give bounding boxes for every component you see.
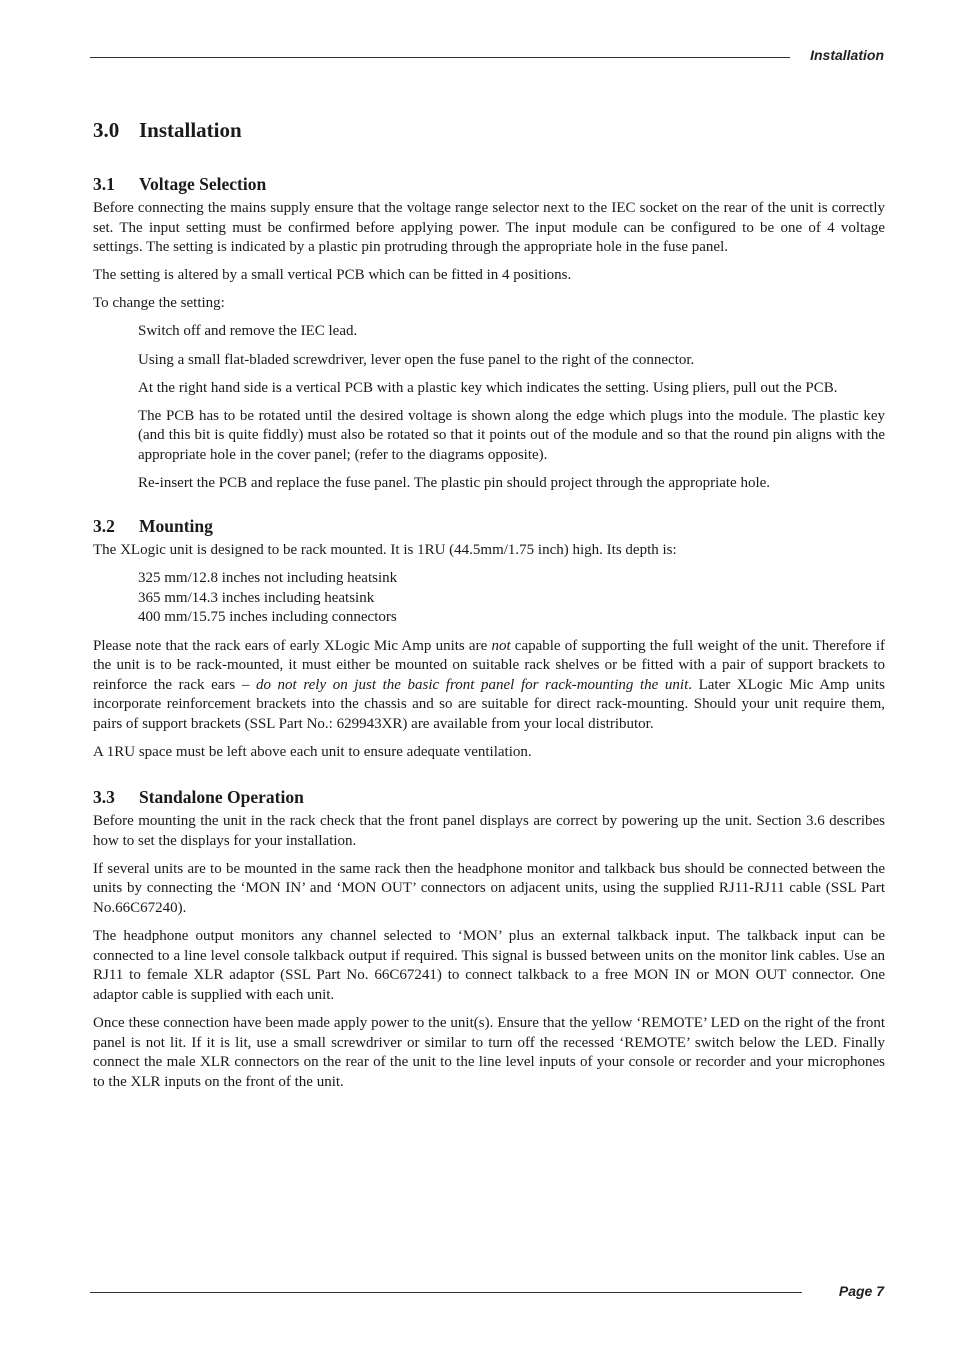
section-heading xyxy=(93,515,885,537)
section-number: 3.3 xyxy=(93,787,115,808)
dimension-item: 400 mm/15.75 inches including connectors xyxy=(138,609,397,626)
section-heading-text: Standalone Operation xyxy=(139,787,304,808)
text-run: . Later XLogic Mic Amp units incorporate reinforcement brackets into the chassis and so are suitable for direct rack-mounting. Should your unit require them, pairs of support brackets (SSL Part No.: 629943XR) are available from your local distributor. xyxy=(93,676,886,732)
paragraph: The headphone output monitors any channel selected to ‘MON’ plus an external talkback input. The talkback input can be connected to a line level console talkback output if required. This signal is bussed between units on the monitor link cables. Use an RJ11 to female XLR adaptor (SSL Part No. 66C67241) to connect talkback to a free MON IN or MON OUT connector. One adaptor cable is supplied with each unit. xyxy=(93,928,885,1003)
paragraph: Once these connection have been made apply power to the unit(s). Ensure that the yellow ‘REMOTE’ LED on the right of the front panel is not lit. If it is lit, use a small screwdriver or similar to turn off the recessed ‘REMOTE’ switch below the LED. Finally connect the male XLR connectors on the rear of the unit to the line level inputs of your console or recorder and your microphones to the XLR inputs on the front of the unit. xyxy=(93,1014,885,1090)
section-number: 3.1 xyxy=(93,174,115,194)
step-item: Using a small flat-bladed screwdriver, lever open the fuse panel to the right of the connector. xyxy=(138,351,695,368)
step-item: The PCB has to be rotated until the desired voltage is shown along the edge which plugs into the module. The plastic key (and this bit is quite fiddly) must also be rotated so that it points out of the module and so that the round pin aligns with the appropriate hole in the cover panel; (refer to the diagrams opposite). xyxy=(138,407,885,463)
chapter-title-text: Installation xyxy=(139,118,242,142)
emphasis: do not rely on just the basic front panel for rack-mounting the unit xyxy=(255,676,689,693)
chapter-title xyxy=(93,117,885,143)
paragraph: A 1RU space must be left above each unit to ensure adequate ventilation. xyxy=(93,743,532,760)
text-run: Please note that the rack ears of early XLogic Mic Amp units are xyxy=(93,637,492,654)
text-run: capable of supporting the full weight of the unit. Therefore if the unit is to be rack-mounted, it must either be mounted on suitable rack shelves or be fitted with a pair of support brackets to reinforce the rack ears – xyxy=(93,637,885,693)
dimensions-list xyxy=(138,569,885,628)
page-content xyxy=(93,117,885,1101)
paragraph: If several units are to be mounted in the same rack then the headphone monitor and talkback bus should be connected between the units by connecting the ‘MON IN’ and ‘MON OUT’ connectors on adjacent units, using the supplied RJ11-RJ11 cable (SSL Part No.66C67240). xyxy=(93,860,885,916)
footer-rule xyxy=(90,1292,802,1293)
section-mounting xyxy=(93,515,885,762)
paragraph: The setting is altered by a small vertical PCB which can be fitted in 4 positions. xyxy=(93,267,572,284)
section-heading-text: Voltage Selection xyxy=(139,174,267,194)
chapter-number: 3.0 xyxy=(93,118,120,142)
section-heading xyxy=(93,786,885,808)
dimension-item: 365 mm/14.3 inches including heatsink xyxy=(138,589,375,606)
emphasis: not xyxy=(491,637,511,654)
paragraph: To change the setting: xyxy=(93,295,225,312)
paragraph: The XLogic unit is designed to be rack mounted. It is 1RU (44.5mm/1.75 inch) high. Its depth is: xyxy=(93,542,677,559)
section-voltage-selection xyxy=(93,173,885,494)
paragraph: Before connecting the mains supply ensure that the voltage range selector next to the IEC socket on the rear of the unit is correctly set. The input setting must be confirmed before applying power. The input module can be configured to be one of 4 voltage settings. The setting is indicated by a plastic pin protruding through the appropriate hole in the fuse panel. xyxy=(93,200,885,256)
section-number: 3.2 xyxy=(93,516,115,537)
paragraph: Before mounting the unit in the rack check that the front panel displays are correct by powering up the unit. Section 3.6 describes how to set the displays for your installation. xyxy=(93,813,885,849)
step-item: Switch off and remove the IEC lead. xyxy=(138,323,358,340)
step-item: Re-insert the PCB and replace the fuse panel. The plastic pin should project through the appropriate hole. xyxy=(138,475,771,492)
section-standalone-operation xyxy=(93,786,885,1092)
running-header: Installation xyxy=(810,47,884,63)
paragraph xyxy=(93,637,885,735)
page-number: Page 7 xyxy=(838,1283,884,1299)
section-heading xyxy=(93,173,885,195)
section-heading-text: Mounting xyxy=(139,516,213,537)
dimension-item: 325 mm/12.8 inches not including heatsink xyxy=(138,570,398,587)
header-rule xyxy=(90,57,790,58)
step-item: At the right hand side is a vertical PCB with a plastic key which indicates the setting. Using pliers, pull out the PCB. xyxy=(138,379,838,396)
